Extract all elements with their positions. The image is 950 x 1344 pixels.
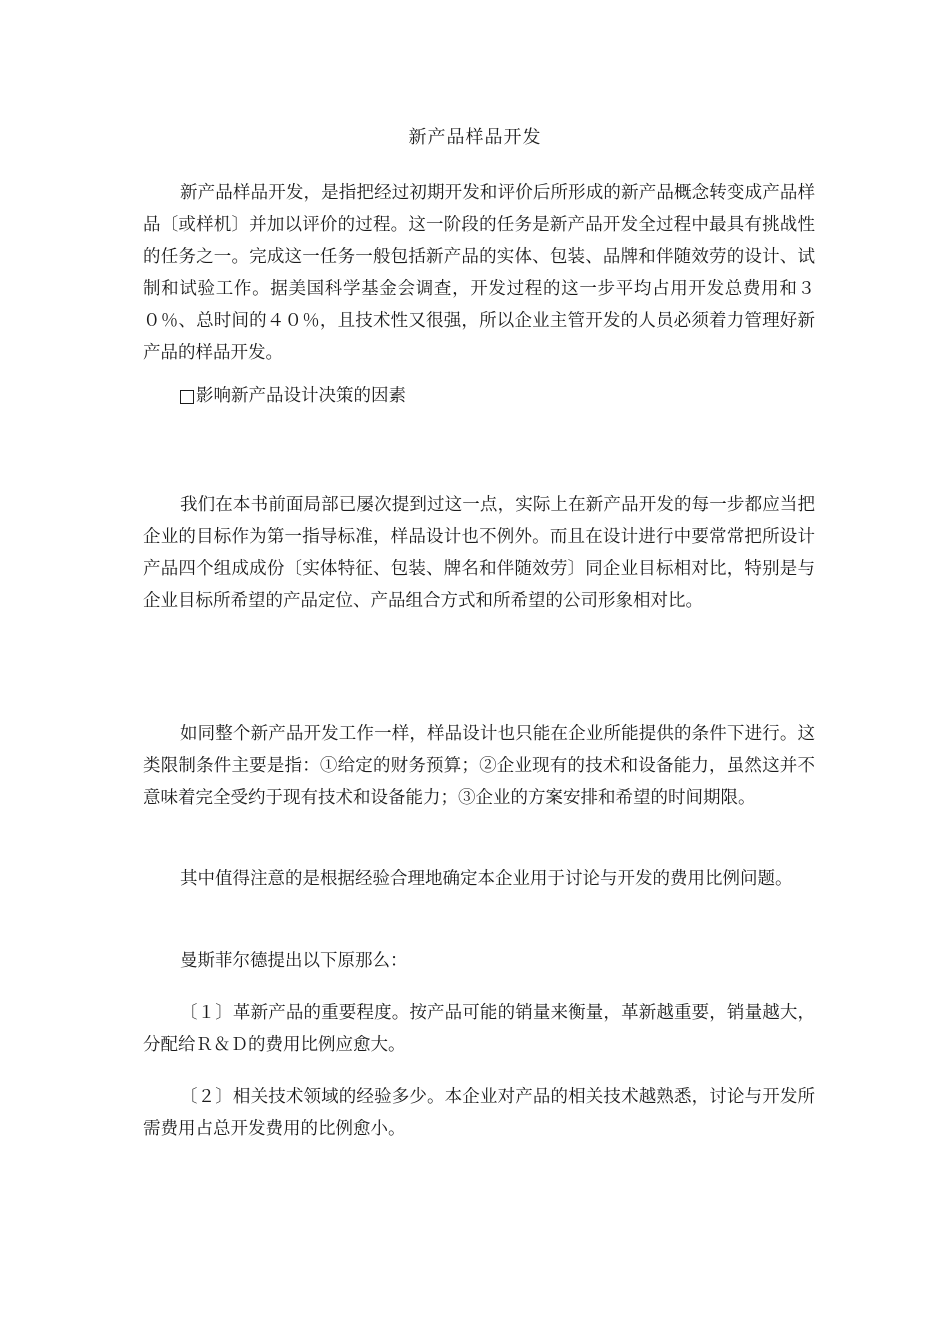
document-title: 新产品样品开发 (408, 127, 542, 148)
paragraph-constraints: 如同整个新产品开发工作一样，样品设计也只能在企业所能提供的条件下进行。这类限制条件主要是指：①给定的财务预算；②企业现有的技术和设备能力，虽然这并不意味着完全受约于现有技术和设备能力；③企业的方案安排和希望的时间期限。 (143, 724, 815, 808)
paragraph-intro: 新产品样品开发，是指把经过初期开发和评价后所形成的新产品概念转变成产品样品〔或样机〕并加以评价的过程。这一阶段的任务是新产品开发全过程中最具有挑战性的任务之一。完成这一任务一般包括新产品的实体、包装、品牌和伴随效劳的设计、试制和试验工作。据美国科学基金会调查，开发过程的这一步平均占用开发总费用和３０％、总时间的４０％，且技术性又很强，所以企业主管开发的人员必须着力管理好新产品的样品开发。 (143, 183, 815, 363)
section-heading (180, 380, 820, 412)
paragraph-principles-intro: 曼斯菲尔德提出以下原那么： (180, 951, 408, 971)
section-heading-text: 影响新产品设计决策的因素 (196, 386, 406, 406)
paragraph-principle-1: 〔１〕革新产品的重要程度。按产品可能的销量来衡量，革新越重要，销量越大，分配给Ｒ＆Ｄ的费用比例应愈大。 (143, 1003, 815, 1055)
paragraph-cost-ratio: 其中值得注意的是根据经验合理地确定本企业用于讨论与开发的费用比例问题。 (180, 869, 793, 889)
paragraph-goals: 我们在本书前面局部已屡次提到过这一点，实际上在新产品开发的每一步都应当把企业的目标作为第一指导标准，样品设计也不例外。而且在设计进行中要常常把所设计产品四个组成成份〔实体特征、包装、牌名和伴随效劳〕同企业目标相对比，特别是与企业目标所希望的产品定位、产品组合方式和所希望的公司形象相对比。 (143, 495, 815, 611)
checkbox-icon (180, 390, 194, 404)
paragraph-principle-2: 〔２〕相关技术领域的经验多少。本企业对产品的相关技术越熟悉，讨论与开发所需费用占总开发费用的比例愈小。 (143, 1087, 815, 1139)
